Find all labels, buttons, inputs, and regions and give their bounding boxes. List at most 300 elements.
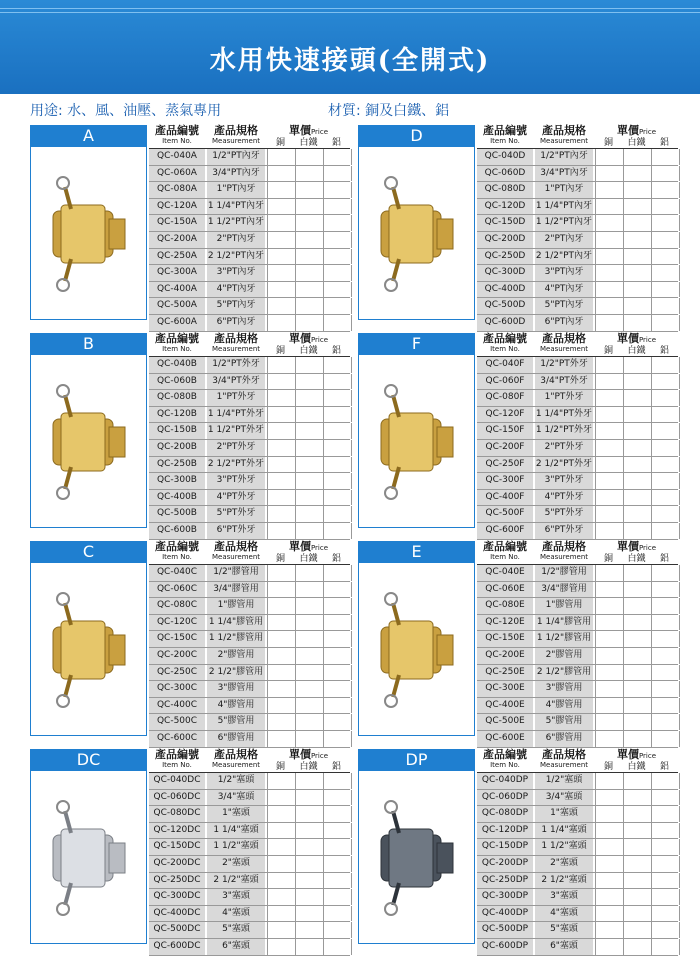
item-code: QC-300E (477, 681, 533, 697)
table-row (477, 714, 678, 731)
aluminum-column-header: 鋁 (331, 554, 341, 564)
price-aluminum-cell (323, 315, 352, 331)
table-header (149, 749, 350, 773)
page-title: 水用快速接頭(全開式) (209, 46, 491, 76)
table-row (477, 199, 678, 216)
price-copper-cell (595, 315, 623, 331)
price-steel-cell (295, 939, 323, 955)
table-row (149, 806, 350, 823)
price-aluminum-cell (323, 149, 352, 165)
price-table (477, 333, 678, 540)
price-aluminum-cell (323, 298, 352, 314)
price-table (477, 125, 678, 332)
price-aluminum-cell (323, 714, 352, 730)
price-steel-cell (623, 440, 651, 456)
table-row (149, 182, 350, 199)
item-spec: 2 1/2"塞頭 (535, 873, 593, 889)
copper-column-header: 銅 (603, 138, 613, 148)
price-steel-cell (295, 215, 323, 231)
item-code: QC-060C (149, 582, 205, 598)
price-table (149, 541, 350, 748)
item-code: QC-600B (149, 523, 205, 539)
item-code: QC-300D (477, 265, 533, 281)
item-code: QC-040D (477, 149, 533, 165)
copper-column-header: 銅 (603, 762, 613, 772)
table-row (477, 790, 678, 807)
spec-header: 產品規格 Measurement (539, 540, 589, 561)
table-row (149, 407, 350, 424)
item-code: QC-150B (149, 423, 205, 439)
code-header: 產品編號 Item No. (483, 540, 527, 561)
price-steel-cell (295, 249, 323, 265)
price-aluminum-cell (651, 523, 680, 539)
table-row (149, 714, 350, 731)
price-aluminum-cell (651, 939, 680, 955)
item-spec: 4"塞頭 (207, 906, 265, 922)
item-code: QC-150F (477, 423, 533, 439)
price-aluminum-cell (651, 374, 680, 390)
price-aluminum-cell (323, 232, 352, 248)
item-spec: 6"PT內牙 (207, 315, 265, 331)
price-copper-cell (267, 582, 295, 598)
price-copper-cell (595, 506, 623, 522)
table-row (477, 357, 678, 374)
price-header: 單價Price 銅 白鐵 鋁 (595, 333, 678, 346)
table-row (149, 906, 350, 923)
table-header (149, 333, 350, 357)
item-code: QC-400F (477, 490, 533, 506)
item-spec: 5"膠管用 (535, 714, 593, 730)
price-steel-cell (623, 731, 651, 747)
item-spec: 1 1/4"膠管用 (535, 615, 593, 631)
table-row (477, 939, 678, 956)
table-row (477, 249, 678, 266)
price-aluminum-cell (651, 282, 680, 298)
table-row (477, 565, 678, 582)
price-aluminum-cell (651, 407, 680, 423)
spec-header: 產品規格 Measurement (211, 124, 261, 145)
aluminum-column-header: 鋁 (659, 138, 669, 148)
item-spec: 6"塞頭 (535, 939, 593, 955)
item-code: QC-200E (477, 648, 533, 664)
table-row (477, 889, 678, 906)
item-code: QC-250D (477, 249, 533, 265)
item-code: QC-040E (477, 565, 533, 581)
aluminum-column-header: 鋁 (331, 346, 341, 356)
item-spec: 1 1/4"PT外牙 (207, 407, 265, 423)
item-spec: 5"膠管用 (207, 714, 265, 730)
price-table (477, 749, 678, 956)
price-aluminum-cell (651, 473, 680, 489)
price-copper-cell (267, 731, 295, 747)
price-copper-cell (267, 315, 295, 331)
price-aluminum-cell (323, 648, 352, 664)
table-row (149, 490, 350, 507)
item-code: QC-080B (149, 390, 205, 406)
price-aluminum-cell (651, 506, 680, 522)
item-spec: 2 1/2"塞頭 (207, 873, 265, 889)
item-code: QC-060E (477, 582, 533, 598)
table-row (149, 215, 350, 232)
price-steel-cell (623, 922, 651, 938)
price-aluminum-cell (323, 731, 352, 747)
item-spec: 1"膠管用 (207, 598, 265, 614)
copper-column-header: 銅 (275, 346, 285, 356)
item-spec: 3"塞頭 (535, 889, 593, 905)
table-row (477, 457, 678, 474)
table-row (149, 615, 350, 632)
item-spec: 1"PT外牙 (207, 390, 265, 406)
price-aluminum-cell (651, 423, 680, 439)
table-row (477, 582, 678, 599)
price-steel-cell (623, 615, 651, 631)
item-code: QC-120DP (477, 823, 533, 839)
table-row (477, 473, 678, 490)
price-copper-cell (595, 714, 623, 730)
price-steel-cell (295, 182, 323, 198)
price-aluminum-cell (651, 298, 680, 314)
section-label: B (30, 333, 147, 355)
price-steel-cell (295, 473, 323, 489)
item-code: QC-500DP (477, 922, 533, 938)
product-photo (30, 147, 147, 320)
price-copper-cell (267, 523, 295, 539)
table-row (149, 773, 350, 790)
price-copper-cell (595, 790, 623, 806)
item-code: QC-150D (477, 215, 533, 231)
code-header: 產品編號 Item No. (155, 332, 199, 353)
table-row (477, 806, 678, 823)
material-text: 材質: 銅及白鐵、鋁 (328, 103, 450, 119)
item-spec: 1/2"膠管用 (535, 565, 593, 581)
item-code: QC-250E (477, 665, 533, 681)
price-copper-cell (267, 565, 295, 581)
price-steel-cell (295, 615, 323, 631)
section-label: E (358, 541, 475, 563)
steel-column-header: 白鐵 (627, 762, 646, 772)
price-steel-cell (623, 598, 651, 614)
page-header (0, 0, 700, 94)
price-copper-cell (267, 423, 295, 439)
table-row (149, 423, 350, 440)
item-code: QC-080D (477, 182, 533, 198)
section-label: C (30, 541, 147, 563)
price-steel-cell (295, 582, 323, 598)
item-spec: 3/4"PT外牙 (207, 374, 265, 390)
item-spec: 2 1/2"膠管用 (535, 665, 593, 681)
table-row (149, 298, 350, 315)
price-steel-cell (295, 407, 323, 423)
price-table (149, 125, 350, 332)
price-copper-cell (267, 873, 295, 889)
price-steel-cell (623, 839, 651, 855)
table-row (149, 698, 350, 715)
price-copper-cell (595, 390, 623, 406)
item-spec: 1 1/2"膠管用 (207, 631, 265, 647)
item-spec: 2 1/2"PT內牙 (535, 249, 593, 265)
table-row (149, 648, 350, 665)
item-code: QC-080DC (149, 806, 205, 822)
price-steel-cell (623, 806, 651, 822)
item-spec: 1/2"塞頭 (535, 773, 593, 789)
price-steel-cell (623, 856, 651, 872)
item-code: QC-250DC (149, 873, 205, 889)
price-steel-cell (295, 681, 323, 697)
table-row (477, 839, 678, 856)
item-spec: 6"膠管用 (207, 731, 265, 747)
item-spec: 3"塞頭 (207, 889, 265, 905)
price-aluminum-cell (651, 357, 680, 373)
item-code: QC-500F (477, 506, 533, 522)
item-code: QC-060DP (477, 790, 533, 806)
price-aluminum-cell (651, 598, 680, 614)
item-spec: 3/4"膠管用 (207, 582, 265, 598)
code-header: 產品編號 Item No. (483, 124, 527, 145)
table-row (477, 856, 678, 873)
price-copper-cell (595, 199, 623, 215)
item-spec: 5"PT內牙 (535, 298, 593, 314)
price-aluminum-cell (651, 615, 680, 631)
price-copper-cell (595, 166, 623, 182)
price-steel-cell (295, 390, 323, 406)
table-row (477, 215, 678, 232)
price-header: 單價Price 銅 白鐵 鋁 (267, 749, 350, 762)
table-row (149, 889, 350, 906)
price-aluminum-cell (323, 423, 352, 439)
price-steel-cell (295, 298, 323, 314)
price-copper-cell (267, 473, 295, 489)
price-copper-cell (595, 665, 623, 681)
price-steel-cell (623, 490, 651, 506)
price-copper-cell (267, 922, 295, 938)
header-stripe (0, 8, 700, 9)
product-photo (358, 563, 475, 736)
copper-column-header: 銅 (603, 554, 613, 564)
item-spec: 3"膠管用 (207, 681, 265, 697)
price-header: 單價Price 銅 白鐵 鋁 (595, 749, 678, 762)
table-row (477, 631, 678, 648)
item-spec: 6"PT外牙 (535, 523, 593, 539)
item-spec: 2 1/2"PT內牙 (207, 249, 265, 265)
item-code: QC-300B (149, 473, 205, 489)
table-row (477, 423, 678, 440)
item-code: QC-040DC (149, 773, 205, 789)
item-code: QC-040DP (477, 773, 533, 789)
price-aluminum-cell (323, 490, 352, 506)
spec-header: 產品規格 Measurement (211, 332, 261, 353)
price-copper-cell (267, 457, 295, 473)
table-row (149, 199, 350, 216)
steel-column-header: 白鐵 (627, 138, 646, 148)
price-copper-cell (267, 906, 295, 922)
table-row (149, 149, 350, 166)
price-aluminum-cell (323, 166, 352, 182)
item-code: QC-600C (149, 731, 205, 747)
price-steel-cell (623, 582, 651, 598)
table-row (149, 282, 350, 299)
price-copper-cell (267, 298, 295, 314)
price-table (149, 749, 350, 956)
item-code: QC-250F (477, 457, 533, 473)
price-steel-cell (623, 182, 651, 198)
price-copper-cell (595, 249, 623, 265)
item-code: QC-600DC (149, 939, 205, 955)
spec-header: 產品規格 Measurement (211, 540, 261, 561)
table-row (477, 374, 678, 391)
price-steel-cell (623, 249, 651, 265)
price-copper-cell (267, 665, 295, 681)
price-copper-cell (267, 823, 295, 839)
table-row (477, 615, 678, 632)
table-row (477, 298, 678, 315)
price-aluminum-cell (651, 457, 680, 473)
price-steel-cell (623, 506, 651, 522)
price-steel-cell (623, 665, 651, 681)
table-header (149, 125, 350, 149)
price-aluminum-cell (323, 698, 352, 714)
table-row (149, 166, 350, 183)
item-spec: 2"PT內牙 (535, 232, 593, 248)
price-steel-cell (295, 856, 323, 872)
price-header: 單價Price 銅 白鐵 鋁 (595, 125, 678, 138)
item-spec: 1 1/4"PT外牙 (535, 407, 593, 423)
price-copper-cell (595, 473, 623, 489)
item-code: QC-200A (149, 232, 205, 248)
price-copper-cell (267, 490, 295, 506)
price-aluminum-cell (651, 215, 680, 231)
price-steel-cell (623, 407, 651, 423)
item-spec: 2 1/2"PT外牙 (207, 457, 265, 473)
item-spec: 1 1/4"膠管用 (207, 615, 265, 631)
price-aluminum-cell (651, 232, 680, 248)
price-steel-cell (623, 199, 651, 215)
table-row (149, 506, 350, 523)
price-steel-cell (295, 631, 323, 647)
price-aluminum-cell (651, 714, 680, 730)
price-copper-cell (595, 773, 623, 789)
table-row (477, 873, 678, 890)
price-steel-cell (295, 166, 323, 182)
price-steel-cell (295, 232, 323, 248)
price-aluminum-cell (651, 166, 680, 182)
price-steel-cell (295, 773, 323, 789)
price-aluminum-cell (323, 922, 352, 938)
item-code: QC-200DP (477, 856, 533, 872)
table-row (149, 873, 350, 890)
price-copper-cell (267, 232, 295, 248)
item-spec: 4"膠管用 (207, 698, 265, 714)
item-code: QC-250B (149, 457, 205, 473)
table-row (149, 440, 350, 457)
table-row (149, 390, 350, 407)
price-copper-cell (595, 906, 623, 922)
item-code: QC-500B (149, 506, 205, 522)
price-aluminum-cell (323, 506, 352, 522)
table-row (149, 457, 350, 474)
item-code: QC-060B (149, 374, 205, 390)
item-spec: 2 1/2"膠管用 (207, 665, 265, 681)
price-aluminum-cell (323, 839, 352, 855)
price-steel-cell (623, 357, 651, 373)
price-copper-cell (595, 582, 623, 598)
table-header (477, 541, 678, 565)
item-code: QC-300DC (149, 889, 205, 905)
price-aluminum-cell (323, 773, 352, 789)
price-copper-cell (595, 698, 623, 714)
product-photo (30, 563, 147, 736)
table-row (149, 790, 350, 807)
item-spec: 1/2"PT外牙 (207, 357, 265, 373)
price-copper-cell (595, 265, 623, 281)
item-code: QC-300DP (477, 889, 533, 905)
price-steel-cell (623, 698, 651, 714)
item-code: QC-120C (149, 615, 205, 631)
item-code: QC-040A (149, 149, 205, 165)
price-aluminum-cell (323, 823, 352, 839)
item-code: QC-120F (477, 407, 533, 423)
product-photo (358, 355, 475, 528)
aluminum-column-header: 鋁 (659, 554, 669, 564)
price-steel-cell (295, 839, 323, 855)
price-aluminum-cell (323, 390, 352, 406)
price-copper-cell (267, 374, 295, 390)
price-aluminum-cell (651, 265, 680, 281)
price-aluminum-cell (651, 315, 680, 331)
price-steel-cell (623, 374, 651, 390)
item-code: QC-200DC (149, 856, 205, 872)
item-code: QC-250A (149, 249, 205, 265)
usage-text: 用途: 水、風、油壓、蒸氣專用 (30, 103, 222, 119)
price-aluminum-cell (323, 906, 352, 922)
item-code: QC-120E (477, 615, 533, 631)
price-steel-cell (623, 648, 651, 664)
table-row (149, 249, 350, 266)
item-spec: 1"PT內牙 (535, 182, 593, 198)
price-steel-cell (623, 939, 651, 955)
item-spec: 6"PT內牙 (535, 315, 593, 331)
product-photo (358, 771, 475, 944)
header-stripe (0, 12, 700, 13)
item-code: QC-400B (149, 490, 205, 506)
price-aluminum-cell (651, 806, 680, 822)
table-row (149, 823, 350, 840)
table-row (477, 182, 678, 199)
item-spec: 1 1/2"膠管用 (535, 631, 593, 647)
price-steel-cell (623, 315, 651, 331)
item-code: QC-500C (149, 714, 205, 730)
item-spec: 3/4"塞頭 (535, 790, 593, 806)
price-copper-cell (267, 407, 295, 423)
price-copper-cell (595, 731, 623, 747)
price-copper-cell (267, 249, 295, 265)
price-steel-cell (295, 457, 323, 473)
price-copper-cell (595, 631, 623, 647)
item-code: QC-400A (149, 282, 205, 298)
price-aluminum-cell (323, 265, 352, 281)
item-spec: 3"PT外牙 (535, 473, 593, 489)
item-spec: 4"PT內牙 (535, 282, 593, 298)
table-row (477, 731, 678, 748)
item-spec: 3/4"膠管用 (535, 582, 593, 598)
steel-column-header: 白鐵 (627, 346, 646, 356)
price-aluminum-cell (323, 939, 352, 955)
table-row (477, 315, 678, 332)
price-aluminum-cell (651, 681, 680, 697)
price-steel-cell (295, 315, 323, 331)
item-code: QC-040C (149, 565, 205, 581)
price-aluminum-cell (651, 839, 680, 855)
price-aluminum-cell (323, 806, 352, 822)
